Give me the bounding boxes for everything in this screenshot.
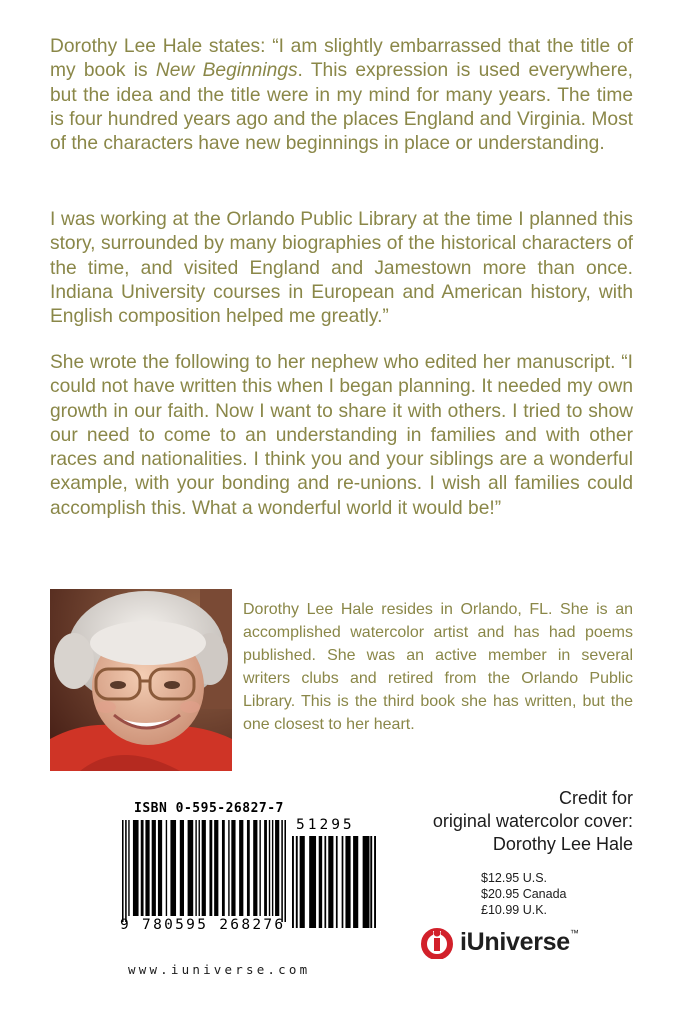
- cover-credit: [400, 787, 633, 856]
- nephew-paragraph: She wrote the following to her nephew who edited her manuscript. “I could not have written this when I began planning. It needed my own growth in our faith. Now I want to share it with others. I tried to show our need to come to an understanding in families and with other races and nationalities. I think you and your siblings are a wonderful example, with your bonding and re-unions. I wish all families could accomplish this. What a wonderful world it would be!”: [50, 352, 633, 519]
- credit-line-3: Dorothy Lee Hale: [492, 834, 633, 854]
- publisher-website: www.iuniverse.com: [128, 962, 311, 977]
- isbn-number: ISBN 0-595-26827-7: [134, 801, 284, 816]
- book-title: New Beginnings: [155, 60, 298, 82]
- author-photo: [50, 589, 232, 771]
- credit-line-1: Credit for: [558, 788, 633, 808]
- intro-paragraph: [50, 35, 633, 156]
- iuniverse-logo: [420, 924, 579, 960]
- intro-rest: . This expression is used everywhere, but the idea and the title were in my mind for many years. The time is four hundred years ago and the places England and Virginia. Most of the characters have new beginnings in place or understanding.: [50, 60, 633, 155]
- library-paragraph: I was working at the Orlando Public Library at the time I planned this story, surrounded by many biographies of the historical characters of the time, and visited England and Jamestown more than once. Indiana University courses in European and American history, with English composition helped me greatly.”: [50, 209, 633, 328]
- credit-line-2: original watercolor cover:: [432, 811, 633, 831]
- publisher-name: iUniverse™: [460, 927, 579, 956]
- ean-bars: [122, 820, 286, 922]
- price-list: [481, 870, 567, 918]
- price-uk: £10.99 U.K.: [481, 903, 548, 917]
- price-canada: $20.95 Canada: [481, 887, 567, 901]
- addon-digits: 51295: [296, 817, 355, 833]
- addon-bars: [292, 836, 376, 928]
- ean-digits: 9 780595 268276: [120, 917, 286, 933]
- author-bio: Dorothy Lee Hale resides in Orlando, FL. She is an accomplished watercolor artist and has had poems published. She was an active member in several writers clubs and retired from the Orlando Public Library. This is the third book she has written, but the one closest to her heart.: [243, 601, 633, 733]
- intro-text: Dorothy Lee Hale states: “I am slightly embarrassed that the title of my book is: [50, 36, 633, 82]
- iuniverse-swoosh-icon: [420, 925, 454, 959]
- isbn-barcode: [114, 800, 390, 940]
- price-us: $12.95 U.S.: [481, 871, 548, 885]
